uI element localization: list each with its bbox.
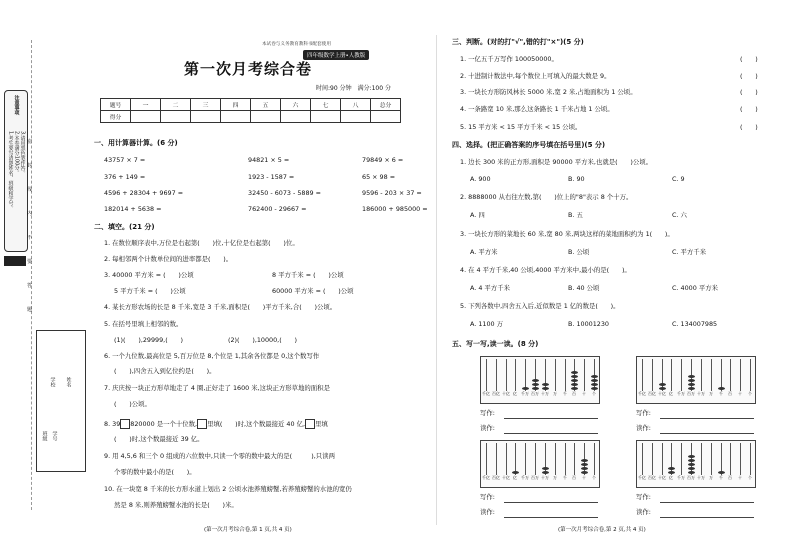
choice-option[interactable]: A. 900 xyxy=(470,175,491,183)
abacus-bead xyxy=(688,463,695,466)
score-input[interactable] xyxy=(341,111,371,123)
choice-question: 1. 边长 300 米的正方形,面积是 90000 平方米,也就是( )公顷。 xyxy=(460,158,653,166)
read-label: 读作: xyxy=(636,424,651,432)
section-4-title: 四、选择。(把正确答案的序号填在括号里)(5 分) xyxy=(452,141,606,149)
abacus-rod xyxy=(740,443,741,475)
place-value-label: 个 xyxy=(748,391,752,396)
place-value-label: 千 xyxy=(719,475,723,480)
question: 8 平方千米 = ( )公顷 xyxy=(272,271,344,279)
field-name: 姓名 xyxy=(65,377,72,387)
place-value-label: 百万 xyxy=(687,391,695,396)
question: 10. 在一块宽 8 千米的长方形水道上划出 2 公顷水池养殖螃蟹,若养殖螃蟹的水池的宽仍 xyxy=(104,485,352,493)
score-cell: 题号 xyxy=(101,99,131,111)
abacus-rod xyxy=(671,359,672,391)
judge-item: 1. 一亿五千万写作 100050000。 xyxy=(460,55,558,63)
abacus-bead xyxy=(581,467,588,470)
page-title: 第一次月考综合卷 xyxy=(184,60,313,78)
abacus-rod xyxy=(642,443,643,475)
choice-option[interactable]: B. 10001230 xyxy=(568,320,609,328)
abacus-rod xyxy=(681,359,682,391)
q8-part: 8. 39 xyxy=(104,420,121,428)
abacus-bead xyxy=(542,471,549,474)
abacus-bead xyxy=(512,471,519,474)
place-value-label: 千万 xyxy=(677,391,685,396)
abacus-bead xyxy=(581,471,588,474)
abacus-rod xyxy=(750,359,751,391)
abacus-rod xyxy=(496,443,497,475)
score-cell: 一 xyxy=(131,99,161,111)
read-label: 读作: xyxy=(636,508,651,516)
abacus-bead xyxy=(542,467,549,470)
place-value-label: 十万 xyxy=(541,391,549,396)
judge-answer[interactable]: ( ) xyxy=(740,72,758,80)
place-value-label: 百万 xyxy=(531,391,539,396)
calc-item: 32450 - 6073 - 5889 = xyxy=(248,189,321,197)
place-value-label: 百 xyxy=(572,475,576,480)
abacus-rod xyxy=(701,359,702,391)
abacus-rod xyxy=(740,359,741,391)
notice-line-2: 2.本卷满分100分。 xyxy=(13,131,20,176)
place-value-label: 十亿 xyxy=(658,391,666,396)
place-value-label: 十万 xyxy=(697,391,705,396)
abacus-3 xyxy=(480,440,600,488)
judge-item: 4. 一条路宽 10 米,那么这条路长 1 千米占地 1 公顷。 xyxy=(460,105,614,113)
abacus-bead xyxy=(581,459,588,462)
answer-line[interactable] xyxy=(660,433,754,434)
student-info-box xyxy=(36,330,86,472)
question: (2)( ),10000,( ) xyxy=(228,336,297,344)
place-value-label: 百亿 xyxy=(648,391,656,396)
field-class: 班级 xyxy=(41,431,48,441)
score-input[interactable] xyxy=(161,111,191,123)
place-value-label: 十 xyxy=(582,475,586,480)
abacus-bead xyxy=(591,379,598,382)
abacus-rod xyxy=(506,443,507,475)
answer-line[interactable] xyxy=(504,502,598,503)
choice-option[interactable]: C. 六 xyxy=(672,211,687,219)
side-mark: 内 xyxy=(27,211,33,217)
place-value-label: 百亿 xyxy=(648,475,656,480)
place-value-label: 十亿 xyxy=(502,475,510,480)
abacus-rod xyxy=(555,359,556,391)
abacus-bead xyxy=(659,383,666,386)
place-value-label: 千亿 xyxy=(482,475,490,480)
place-value-label: 亿 xyxy=(513,391,517,396)
judge-item: 3. 一块长方形防风林长 5000 米,宽 2 米,占地面积为 1 公顷。 xyxy=(460,88,637,96)
abacus-bead xyxy=(688,467,695,470)
place-value-label: 千亿 xyxy=(638,391,646,396)
score-cell: 三 xyxy=(191,99,221,111)
place-value-label: 亿 xyxy=(513,475,517,480)
score-input[interactable] xyxy=(191,111,221,123)
judge-answer[interactable]: ( ) xyxy=(740,105,758,113)
abacus-bead xyxy=(659,387,666,390)
page-divider xyxy=(436,35,437,525)
place-value-label: 十 xyxy=(582,391,586,396)
write-label: 写作: xyxy=(636,493,651,501)
place-value-label: 十万 xyxy=(541,475,549,480)
abacus-bead xyxy=(718,387,725,390)
choice-option[interactable]: A. 4 平方千米 xyxy=(470,284,510,292)
place-value-label: 十亿 xyxy=(502,391,510,396)
choice-option[interactable]: A. 1100 万 xyxy=(470,320,504,328)
abacus-bead xyxy=(688,383,695,386)
read-label: 读作: xyxy=(480,508,495,516)
exam-meta: 时间:90 分钟 满分:100 分 xyxy=(316,85,391,92)
abacus-rod xyxy=(486,443,487,475)
answer-line[interactable] xyxy=(504,517,598,518)
abacus-bead xyxy=(571,379,578,382)
judge-answer[interactable]: ( ) xyxy=(740,88,758,96)
page-footer-1: (第一次月考综合卷,第 1 页,共 4 页) xyxy=(204,527,292,533)
abacus-bead xyxy=(688,459,695,462)
question: 4. 某长方形农场的长是 8 千米,宽是 3 千米,面积是( )平方千米,合( )公顷。 xyxy=(104,303,337,311)
question-8-line xyxy=(104,419,328,429)
score-table xyxy=(100,98,401,123)
abacus-bead xyxy=(522,387,529,390)
abacus-bead xyxy=(571,387,578,390)
answer-box[interactable] xyxy=(305,419,315,429)
calc-item: 376 + 149 = xyxy=(104,173,146,181)
abacus-rod xyxy=(711,359,712,391)
place-value-label: 千亿 xyxy=(638,475,646,480)
choice-question: 4. 在 4 平方千米,40 公顷,4000 平方米中,最小的是( )。 xyxy=(460,266,631,274)
strip-bar xyxy=(4,256,26,266)
place-value-label: 万 xyxy=(709,391,713,396)
calc-item: 65 × 98 = xyxy=(362,173,396,181)
abacus-rod xyxy=(662,443,663,475)
score-cell: 五 xyxy=(251,99,281,111)
score-input[interactable] xyxy=(131,111,161,123)
abacus-rod xyxy=(574,443,575,475)
score-cell: 七 xyxy=(311,99,341,111)
score-header-row xyxy=(101,99,401,111)
calc-item: 43757 × 7 = xyxy=(104,156,146,164)
side-mark: 答 xyxy=(27,283,33,289)
abacus-rod xyxy=(525,443,526,475)
question: 60000 平方米 = ( )公顷 xyxy=(272,287,354,295)
place-value-label: 千亿 xyxy=(482,391,490,396)
answer-line[interactable] xyxy=(660,502,754,503)
section-5-title: 五、写一写,读一读。(8 分) xyxy=(452,340,539,348)
side-marks xyxy=(27,130,35,322)
abacus-rod xyxy=(594,443,595,475)
section-1-title: 一、用计算器计算。(6 分) xyxy=(94,139,178,147)
place-value-label: 千 xyxy=(563,475,567,480)
abacus-bead xyxy=(542,387,549,390)
place-value-label: 万 xyxy=(553,475,557,480)
choice-option[interactable]: B. 40 公顷 xyxy=(568,284,600,292)
score-value-row xyxy=(101,111,401,123)
question: ( ),四舍五入到亿位约是( )。 xyxy=(114,367,216,375)
score-cell: 八 xyxy=(341,99,371,111)
abacus-4 xyxy=(636,440,756,488)
choice-question: 5. 下列各数中,四舍五入后,近似数是 1 亿的数是( )。 xyxy=(460,302,620,310)
score-input[interactable] xyxy=(251,111,281,123)
question: 3. 40000 平方米 = ( )公顷 xyxy=(104,271,194,279)
abacus-rod xyxy=(681,443,682,475)
place-value-label: 亿 xyxy=(669,391,673,396)
abacus-rod xyxy=(711,443,712,475)
abacus-rod xyxy=(515,359,516,391)
judge-answer[interactable]: ( ) xyxy=(740,123,758,131)
question: 2. 每相邻两个计数单位间的进率都是( )。 xyxy=(104,255,233,263)
choice-option[interactable]: B. 90 xyxy=(568,175,585,183)
notice-box xyxy=(4,90,28,252)
choice-question: 3. 一块长方形的菜地长 60 米,宽 80 米,两块这样的菜地面积约为 1( )。 xyxy=(460,230,674,238)
abacus-bead xyxy=(668,471,675,474)
write-label: 写作: xyxy=(480,493,495,501)
q8-part: 820000 是一个十位数, xyxy=(130,420,198,428)
abacus-bead xyxy=(688,387,695,390)
place-value-label: 千 xyxy=(563,391,567,396)
answer-box[interactable] xyxy=(197,419,207,429)
answer-line[interactable] xyxy=(504,418,598,419)
notice-line-1: 1.考生要写清楚姓名、班级和学号。 xyxy=(7,131,14,211)
place-value-label: 千万 xyxy=(677,475,685,480)
answer-line[interactable] xyxy=(660,418,754,419)
choice-option[interactable]: C. 平方千米 xyxy=(672,248,707,256)
judge-item: 2. 十进制计数法中,每个数位上可填入的最大数是 9。 xyxy=(460,72,611,80)
abacus-rod xyxy=(750,443,751,475)
abacus-bead xyxy=(688,379,695,382)
question: 7. 庆庆按一块正方形草地走了 4 圈,正好走了 1600 米,这块正方形草地的面积是 xyxy=(104,384,330,392)
binding-strip xyxy=(0,0,28,549)
abacus-bead xyxy=(688,455,695,458)
abacus-bead xyxy=(591,387,598,390)
abacus-bead xyxy=(571,371,578,374)
write-label: 写作: xyxy=(636,409,651,417)
abacus-bead xyxy=(571,383,578,386)
answer-line[interactable] xyxy=(660,517,754,518)
abacus-rod xyxy=(486,359,487,391)
field-school: 学校 xyxy=(49,377,56,387)
abacus-rod xyxy=(565,443,566,475)
abacus-bead xyxy=(581,463,588,466)
place-value-label: 百亿 xyxy=(492,391,500,396)
abacus-bead xyxy=(688,471,695,474)
calc-item: 182014 + 5638 = xyxy=(104,205,162,213)
abacus-rod xyxy=(506,359,507,391)
abacus-rod xyxy=(642,359,643,391)
q8-part: 里填 xyxy=(315,420,328,428)
abacus-bead xyxy=(591,383,598,386)
question: 6. 一个九位数,最高位是 5,百万位是 8,个位是 1,其余各位都是 0,这个数写作 xyxy=(104,352,320,360)
place-value-label: 万 xyxy=(553,391,557,396)
side-mark: 封 xyxy=(27,163,33,169)
score-cell: 四 xyxy=(221,99,251,111)
choice-option[interactable]: C. 9 xyxy=(672,175,685,183)
side-mark: 要 xyxy=(27,259,33,265)
place-value-label: 个 xyxy=(748,475,752,480)
abacus-rod xyxy=(701,443,702,475)
question: 个零的数中最小的是( )。 xyxy=(114,468,196,476)
abacus-rod xyxy=(652,359,653,391)
question: (1)( ),29999,( ) xyxy=(114,336,183,344)
question: 1. 在数位顺序表中,万位是右起第( )位,十亿位是右起第( )位。 xyxy=(104,239,299,247)
question: 9. 用 4,5,6 和三个 0 组成的六位数中,只读一个零的数中最大的是( ),只读两 xyxy=(104,452,335,460)
score-input[interactable] xyxy=(221,111,251,123)
question: 5 平方千米 = ( )公顷 xyxy=(114,287,186,295)
score-cell: 总分 xyxy=(371,99,401,111)
place-value-label: 十 xyxy=(738,391,742,396)
abacus-bead xyxy=(571,375,578,378)
place-value-label: 百万 xyxy=(531,475,539,480)
abacus-rod xyxy=(535,443,536,475)
place-value-label: 个 xyxy=(592,475,596,480)
score-cell: 六 xyxy=(281,99,311,111)
score-label: 得分 xyxy=(101,111,131,123)
place-value-label: 十万 xyxy=(697,475,705,480)
abacus-bead xyxy=(532,387,539,390)
choice-option[interactable]: B. 公顷 xyxy=(568,248,590,256)
place-value-label: 千万 xyxy=(521,391,529,396)
notice-line-3: 3.请用黑色笔作答。 xyxy=(19,131,26,176)
choice-option[interactable]: C. 4000 平方米 xyxy=(672,284,718,292)
section-2-title: 二、填空。(21 分) xyxy=(94,223,155,231)
place-value-label: 百 xyxy=(728,391,732,396)
abacus-rod xyxy=(652,443,653,475)
abacus-rod xyxy=(555,443,556,475)
abacus-bead xyxy=(532,383,539,386)
top-note: 本试卷与义务教育教科书配套使用 xyxy=(262,42,331,47)
abacus-1 xyxy=(480,356,600,404)
calc-item: 762400 - 29667 = xyxy=(248,205,307,213)
question: ( )时,这个数最接近 39 亿。 xyxy=(114,435,204,443)
score-cell: 二 xyxy=(161,99,191,111)
field-number: 学号 xyxy=(51,431,58,441)
calc-item: 94821 × 5 = xyxy=(248,156,290,164)
edition-badge: 四年级数学上册•人教版 xyxy=(303,50,369,60)
choice-option[interactable]: B. 五 xyxy=(568,211,583,219)
q8-part: 里填( )时,这个数最接近 40 亿, xyxy=(207,420,306,428)
calc-item: 9596 - 203 × 37 = xyxy=(362,189,422,197)
place-value-label: 百亿 xyxy=(492,475,500,480)
question: ( )公顷。 xyxy=(114,400,151,408)
judge-item: 5. 15 平方米 < 15 平方千米 < 15 公顷。 xyxy=(460,123,582,131)
choice-option[interactable]: A. 平方米 xyxy=(470,248,498,256)
notice-title: 注意事项 xyxy=(13,95,20,115)
judge-answer[interactable]: ( ) xyxy=(740,55,758,63)
page-footer-2: (第一次月考综合卷,第 2 页,共 4 页) xyxy=(558,527,646,533)
abacus-rod xyxy=(565,359,566,391)
abacus-bead xyxy=(688,375,695,378)
score-input[interactable] xyxy=(311,111,341,123)
abacus-rod xyxy=(496,359,497,391)
calc-item: 4596 + 28304 + 9697 = xyxy=(104,189,184,197)
place-value-label: 亿 xyxy=(669,475,673,480)
place-value-label: 百 xyxy=(572,391,576,396)
write-label: 写作: xyxy=(480,409,495,417)
abacus-2 xyxy=(636,356,756,404)
section-3-title: 三、判断。(对的打"√",错的打"×")(5 分) xyxy=(452,38,584,46)
abacus-bead xyxy=(718,471,725,474)
side-mark: 不 xyxy=(27,235,33,241)
abacus-rod xyxy=(584,359,585,391)
score-input[interactable] xyxy=(371,111,401,123)
place-value-label: 千 xyxy=(719,391,723,396)
abacus-bead xyxy=(542,383,549,386)
abacus-bead xyxy=(591,375,598,378)
choice-question: 2. 8888000 从右往左数,第( )位上的"8"表示 8 个十万。 xyxy=(460,193,633,201)
abacus-bead xyxy=(532,379,539,382)
place-value-label: 十 xyxy=(738,475,742,480)
side-mark: 密 xyxy=(27,139,33,145)
place-value-label: 万 xyxy=(709,475,713,480)
question: 然是 8 米,则养殖螃蟹水池的长是( )米。 xyxy=(114,501,238,509)
side-mark: 题 xyxy=(27,307,33,313)
score-input[interactable] xyxy=(281,111,311,123)
place-value-label: 百万 xyxy=(687,475,695,480)
calc-item: 1923 - 1587 = xyxy=(248,173,295,181)
abacus-rod xyxy=(730,443,731,475)
abacus-rod xyxy=(730,359,731,391)
read-label: 读作: xyxy=(480,424,495,432)
abacus-bead xyxy=(668,467,675,470)
choice-option[interactable]: A. 四 xyxy=(470,211,485,219)
calc-item: 79849 × 6 = xyxy=(362,156,404,164)
place-value-label: 个 xyxy=(592,391,596,396)
calc-item: 186000 + 985000 = xyxy=(362,205,428,213)
choice-option[interactable]: C. 134007985 xyxy=(672,320,718,328)
answer-box[interactable] xyxy=(120,419,130,429)
side-mark: 线 xyxy=(27,187,33,193)
answer-line[interactable] xyxy=(504,433,598,434)
place-value-label: 千万 xyxy=(521,475,529,480)
question: 5. 在括号里填上相邻的数。 xyxy=(104,320,183,328)
place-value-label: 十亿 xyxy=(658,475,666,480)
place-value-label: 百 xyxy=(728,475,732,480)
